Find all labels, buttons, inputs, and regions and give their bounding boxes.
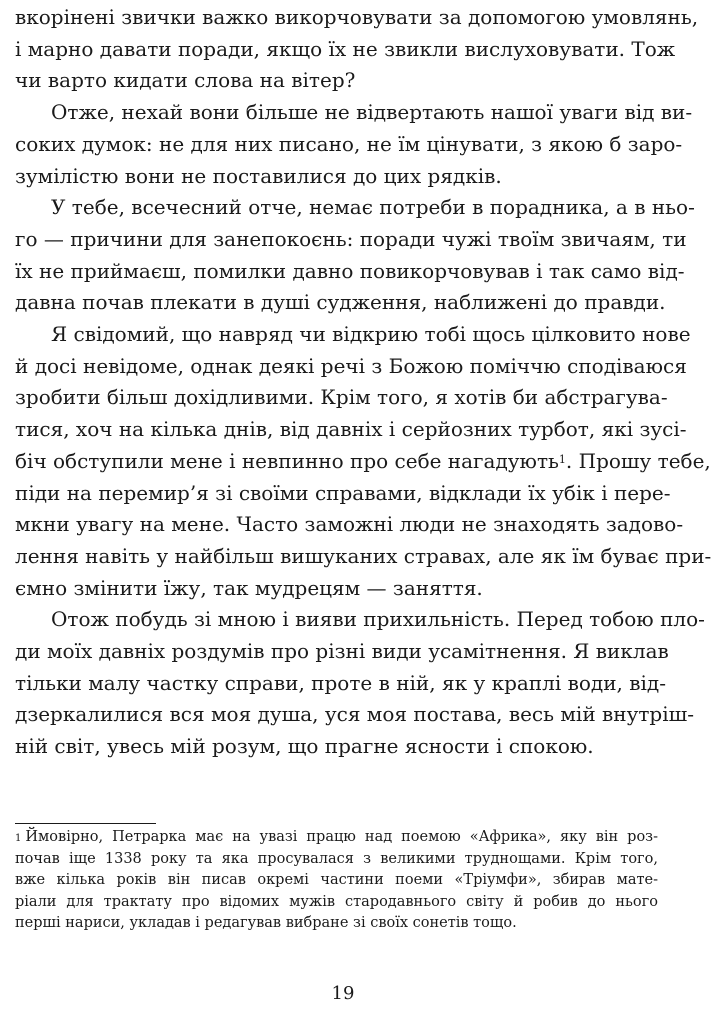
footnote-marker: 1 [15, 833, 22, 844]
text-line: давна почав плекати в душі судження, наближені до правди. [15, 290, 666, 315]
text-line: мкни увагу на мене. Часто заможні люди не знаходять задово- [15, 512, 684, 537]
text-line: Я свідомий, що навряд чи відкрию тобі щось цілковито нове [51, 322, 691, 347]
footnote [15, 827, 658, 935]
footnote-text: Ймовірно, Петрарка має на увазі працю над поемою «Африка», яку він роз- [25, 829, 658, 845]
footnote-line: перші нариси, укладав і редагував вибране зі своїх сонетів тощо. [15, 915, 517, 931]
footnote-line [15, 827, 658, 849]
text-line: їх не приймаєш, помилки давно повикорчовував і так само від- [15, 258, 685, 283]
text-line: зумілістю вони не поставилися до цих рядків. [15, 163, 502, 188]
text-line: й досі невідоме, однак деякі речі з Божою поміччю сподіваюся [15, 353, 687, 378]
footnote-divider [15, 823, 156, 824]
text-line-with-footnote [15, 446, 711, 478]
text-line: зробити більш дохідливими. Крім того, я хотів би абстрагува- [15, 385, 668, 410]
text-line: Отже, нехай вони більше не відвертають нашої уваги від ви- [51, 100, 693, 125]
text-line: У тебе, всечесний отче, немає потреби в порадника, а в ньо- [51, 195, 695, 220]
text-line: дзеркалилися вся моя душа, уся моя постава, весь мій внутріш- [15, 702, 694, 727]
text-line: лення навіть у найбільш вишуканих стравах, але як їм буває при- [15, 543, 711, 568]
footnote-line: ріали для трактату про відомих мужів стародавнього світу й робив до нього [15, 893, 658, 910]
text-line: соких думок: не для них писано, не їм цінувати, з якою б заро- [15, 131, 683, 156]
footnote-line: вже кілька років він писав окремі частини поеми «Тріумфи», збирав мате- [15, 872, 658, 888]
text-line: тися, хоч на кілька днів, від давніх і серйозних турбот, які зусі- [15, 417, 687, 442]
text-segment: . Прошу тебе, [565, 448, 711, 473]
main-text [15, 2, 711, 763]
text-line: чи варто кидати слова на вітер? [15, 68, 356, 93]
text-line: піди на перемир’я зі своїми справами, відклади їх убік і пере- [15, 480, 671, 505]
text-line: Отож побудь зі мною і вияви прихильність. Перед тобою пло- [51, 607, 705, 632]
page-number: 19 [331, 983, 355, 1004]
text-line: го — причини для занепокоєнь: поради чужі твоїм звичаям, ти [15, 226, 687, 251]
footnote-reference[interactable]: 1 [558, 452, 566, 466]
text-line: тільки малу частку справи, проте в ній, як у краплі води, від- [15, 670, 666, 695]
text-line: вкорінені звички важко викорчовувати за допомогою умовлянь, [15, 5, 699, 29]
text-line: ди моїх давніх роздумів про різні види усамітнення. Я виклав [15, 639, 669, 664]
text-line: і марно давати поради, якщо їх не звикли вислуховувати. Тож [15, 36, 676, 61]
text-segment: біч обступили мене і невпинно про себе нагадують [15, 448, 559, 473]
text-line: ємно змінити їжу, так мудрецям — заняття. [15, 575, 483, 600]
text-line: ній світ, увесь мій розум, що прагне ясности і спокою. [15, 734, 594, 759]
footnote-line: почав іще 1338 року та яка просувалася з великими труднощами. Крім того, [15, 850, 658, 867]
